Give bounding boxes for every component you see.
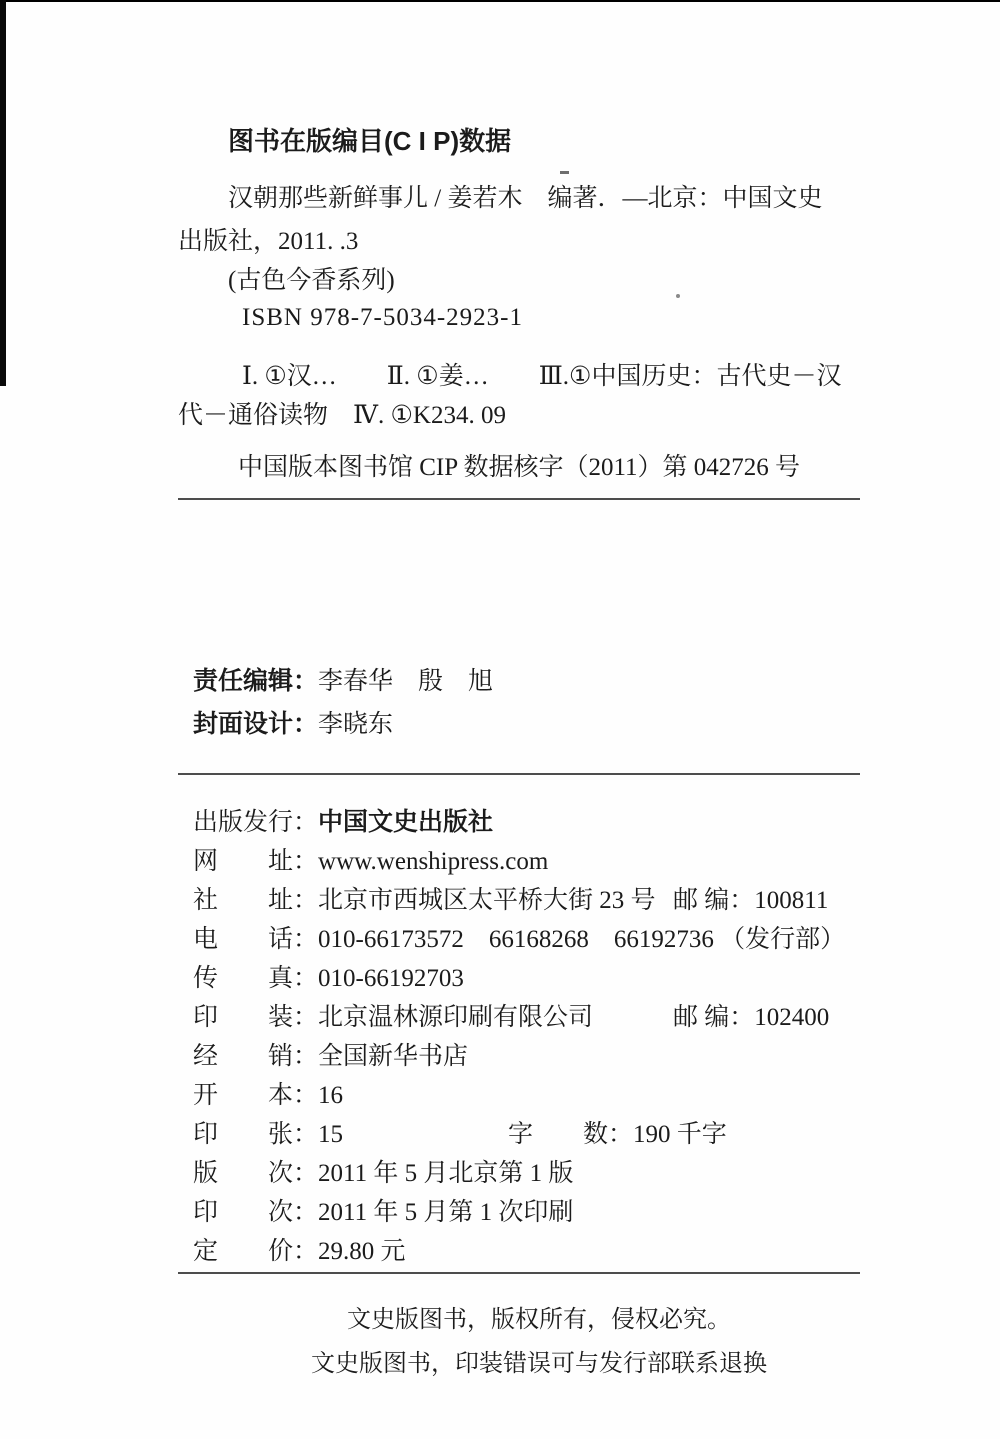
scan-artifact-left-strip: [0, 0, 6, 386]
postal-code: [673, 881, 828, 920]
fax-label: 传 真：: [193, 965, 319, 992]
format-row: [178, 1076, 860, 1115]
responsible-editor-names: 李春华 殷 旭: [318, 668, 494, 695]
publisher-name: 中国文史出版社: [318, 808, 494, 836]
cover-designer-name: 李晓东: [318, 711, 394, 738]
postal-code-label: 邮 编：: [673, 887, 755, 914]
printer-label: 印 装：: [193, 1004, 319, 1031]
credits-block: [178, 660, 860, 746]
cip-publisher-year-line: 出版社，2011. .3: [178, 228, 359, 255]
publisher-row: [178, 803, 860, 842]
postal-code-value: 100811: [754, 887, 829, 914]
word-count-label: 字 数：: [508, 1121, 634, 1148]
printing-value: 2011 年 5 月第 1 次印刷: [318, 1199, 574, 1226]
cip-title-author-line: 汉朝那些新鲜事儿 / 姜若木 编著．—北京：中国文史: [228, 185, 823, 212]
cip-record-number-line: 中国版本图书馆 CIP 数据核字（2011）第 042726 号: [238, 454, 801, 481]
responsible-editor-label: 责任编辑：: [193, 667, 319, 695]
address-row: [178, 881, 860, 920]
printer-row: [178, 998, 860, 1037]
address-value: 北京市西城区太平桥大街 23 号: [318, 887, 656, 914]
responsible-editor-row: [178, 660, 860, 703]
fax-row: [178, 959, 860, 998]
publisher-label: 出版发行：: [193, 809, 319, 836]
printing-label: 印 次：: [193, 1199, 319, 1226]
fax-number: 010-66192703: [318, 965, 464, 992]
cover-designer-label: 封面设计：: [193, 710, 319, 738]
telephone-label: 电 话：: [193, 926, 319, 953]
website-row: [178, 842, 860, 881]
price-label: 定 价：: [193, 1238, 319, 1265]
copyright-notice-block: [178, 1298, 860, 1386]
printing-row: [178, 1193, 860, 1232]
telephone-row: [178, 920, 860, 959]
divider-rule-bottom: [178, 1272, 860, 1274]
sheets-row: [178, 1115, 860, 1154]
website-label: 网 址：: [193, 848, 319, 875]
price-value: 29.80 元: [318, 1238, 406, 1265]
divider-rule-top: [178, 498, 860, 500]
distributor-label: 经 销：: [193, 1043, 319, 1070]
publication-info-block: [178, 803, 860, 1271]
page-content: [178, 0, 860, 1386]
edition-value: 2011 年 5 月北京第 1 版: [318, 1160, 574, 1187]
printer-name: 北京温林源印刷有限公司: [318, 1004, 594, 1031]
printer-postal-label: 邮 编：: [673, 1004, 755, 1031]
printer-postal-code: [673, 998, 829, 1037]
edition-row: [178, 1154, 860, 1193]
cip-classification-line-1: Ⅰ. ①汉… Ⅱ. ①姜… Ⅲ.①中国历史：古代史－汉: [242, 363, 842, 390]
isbn-line: ISBN 978-7-5034-2923-1: [242, 304, 524, 331]
format-label: 开 本：: [193, 1082, 319, 1109]
cip-classification-line-2: 代－通俗读物 Ⅳ. ①K234. 09: [178, 402, 506, 429]
distributor-row: [178, 1037, 860, 1076]
website-url: www.wenshipress.com: [318, 848, 549, 875]
telephone-numbers: 010-66173572 66168268 66192736 （发行部）: [318, 926, 846, 953]
distributor-name: 全国新华书店: [318, 1043, 469, 1070]
copyright-notice-line: 文史版图书，版权所有，侵权必究。: [347, 1307, 731, 1333]
cover-designer-row: [178, 703, 860, 746]
divider-rule-middle: [178, 773, 860, 775]
price-row: [178, 1232, 860, 1271]
format-value: 16: [318, 1082, 344, 1109]
word-count: [508, 1115, 727, 1154]
sheets-value: 15: [318, 1121, 344, 1148]
word-count-value: 190 千字: [633, 1121, 727, 1148]
cip-series-line: (古色今香系列): [228, 267, 395, 294]
address-label: 社 址：: [193, 887, 319, 914]
sheets-label: 印 张：: [193, 1121, 319, 1148]
cip-data-header: 图书在版编目(C I P)数据: [228, 126, 512, 156]
return-policy-line: 文史版图书，印装错误可与发行部联系退换: [311, 1351, 767, 1377]
printer-postal-value: 102400: [754, 1004, 830, 1031]
edition-label: 版 次：: [193, 1160, 319, 1187]
